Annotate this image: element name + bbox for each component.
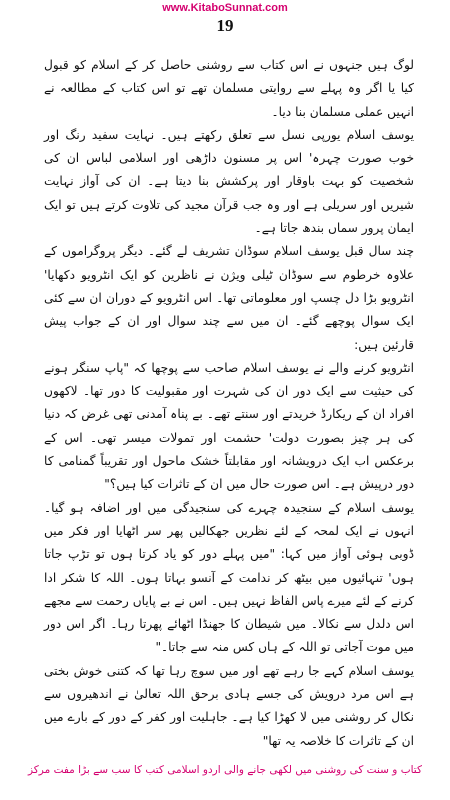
paragraph: چند سال قبل یوسف اسلام سوڈان تشریف لے گئے۔ دیگر پروگراموں کے علاوہ خرطوم سے سوڈان ٹیلی ویژن نے ناظرین کو ایک انٹرویو دکھایا' انٹرویو بڑا دل چسپ اور معلوماتی تھا۔ اس انٹرویو کے دوران ان سے کئی ایک سوال پوچھے گئے۔ ان میں سے چند سوال اور ان کے جواب پیش قارئین ہیں: xyxy=(44,244,414,352)
paragraph: یوسف اسلام کہے جا رہے تھے اور میں سوچ رہا تھا کہ کتنی خوش بختی ہے اس مرد درویش کی جسے ہادی برحق اللہ تعالیٰ نے اندھیروں سے نکال کر روشنی میں لا کھڑا کیا ہے۔ جاہلیت اور کفر کے دور کے بارے میں ان کے تاثرات کا خلاصہ یہ تھا" xyxy=(44,663,414,748)
site-url-header[interactable]: www.KitaboSunnat.com xyxy=(162,2,288,14)
paragraph: یوسف اسلام یورپی نسل سے تعلق رکھتے ہیں۔ نہایت سفید رنگ اور خوب صورت چہرہ' اس پر مسنون داڑھی اور اسلامی لباس ان کی شخصیت کو بہت باوقار اور پرکشش بنا دیتا ہے۔ ان کی آواز نہایت شیریں اور سریلی ہے اور وہ جب قرآن مجید کی تلاوت کرتے ہیں تو ایک ایمان پرور سماں بندھ جاتا ہے۔ xyxy=(44,127,414,236)
body-text xyxy=(44,54,414,753)
page-number: 19 xyxy=(216,16,234,35)
paragraph: یوسف اسلام کے سنجیدہ چہرے کی سنجیدگی میں اور اضافہ ہو گیا۔ انہوں نے ایک لمحہ کے لئے نظریں جھکالیں پھر سر اٹھایا اور فکر میں ڈوبی ہوئی آواز میں کہا: "میں پہلے دور کو یاد کرتا ہوں تو تڑپ جاتا ہوں' تنہائیوں میں بیٹھ کر ندامت کے آنسو بہاتا ہوں۔ اللہ کا شکر ادا کرنے کے لئے میرے پاس الفاظ نہیں ہیں۔ اس نے بے پایاں رحمت سے مجھے اس دلدل سے نکالا۔ میں شیطان کا جھنڈا اٹھائے پھرتا رہا۔ اگر اس دور میں موت آجاتی تو اللہ کے ہاں کس منہ سے جاتا۔" xyxy=(44,500,414,655)
paragraph: لوگ ہیں جنہوں نے اس کتاب سے روشنی حاصل کر کے اسلام کو قبول کیا یا اگر وہ پہلے سے روایتی مسلمان تھے تو اس کتاب کے مطالعہ نے انہیں عملی مسلمان بنا دیا۔ xyxy=(44,58,414,119)
footer-banner[interactable]: کتاب و سنت کی روشنی میں لکھی جانے والی اردو اسلامی کتب کا سب سے بڑا مفت مرکز xyxy=(28,764,422,776)
paragraph: انٹرویو کرنے والے نے یوسف اسلام صاحب سے پوچھا کہ "پاپ سنگر ہونے کی حیثیت سے ایک دور ان کی شہرت اور مقبولیت کا دور تھا۔ لاکھوں افراد ان کے ریکارڈ خریدتے اور سنتے تھے۔ بے پناہ آمدنی تھی غرض کہ دنیا کی ہر چیز بصورت دولت' حشمت اور تمولات میسر تھی۔ اس کے برعکس اب ایک درویشانہ اور مقابلتاً خشک ماحول اور تقریباً گمنامی کا دور درپیش ہے۔ اس صورت حال میں ان کے تاثرات کیا ہیں؟" xyxy=(44,360,414,492)
